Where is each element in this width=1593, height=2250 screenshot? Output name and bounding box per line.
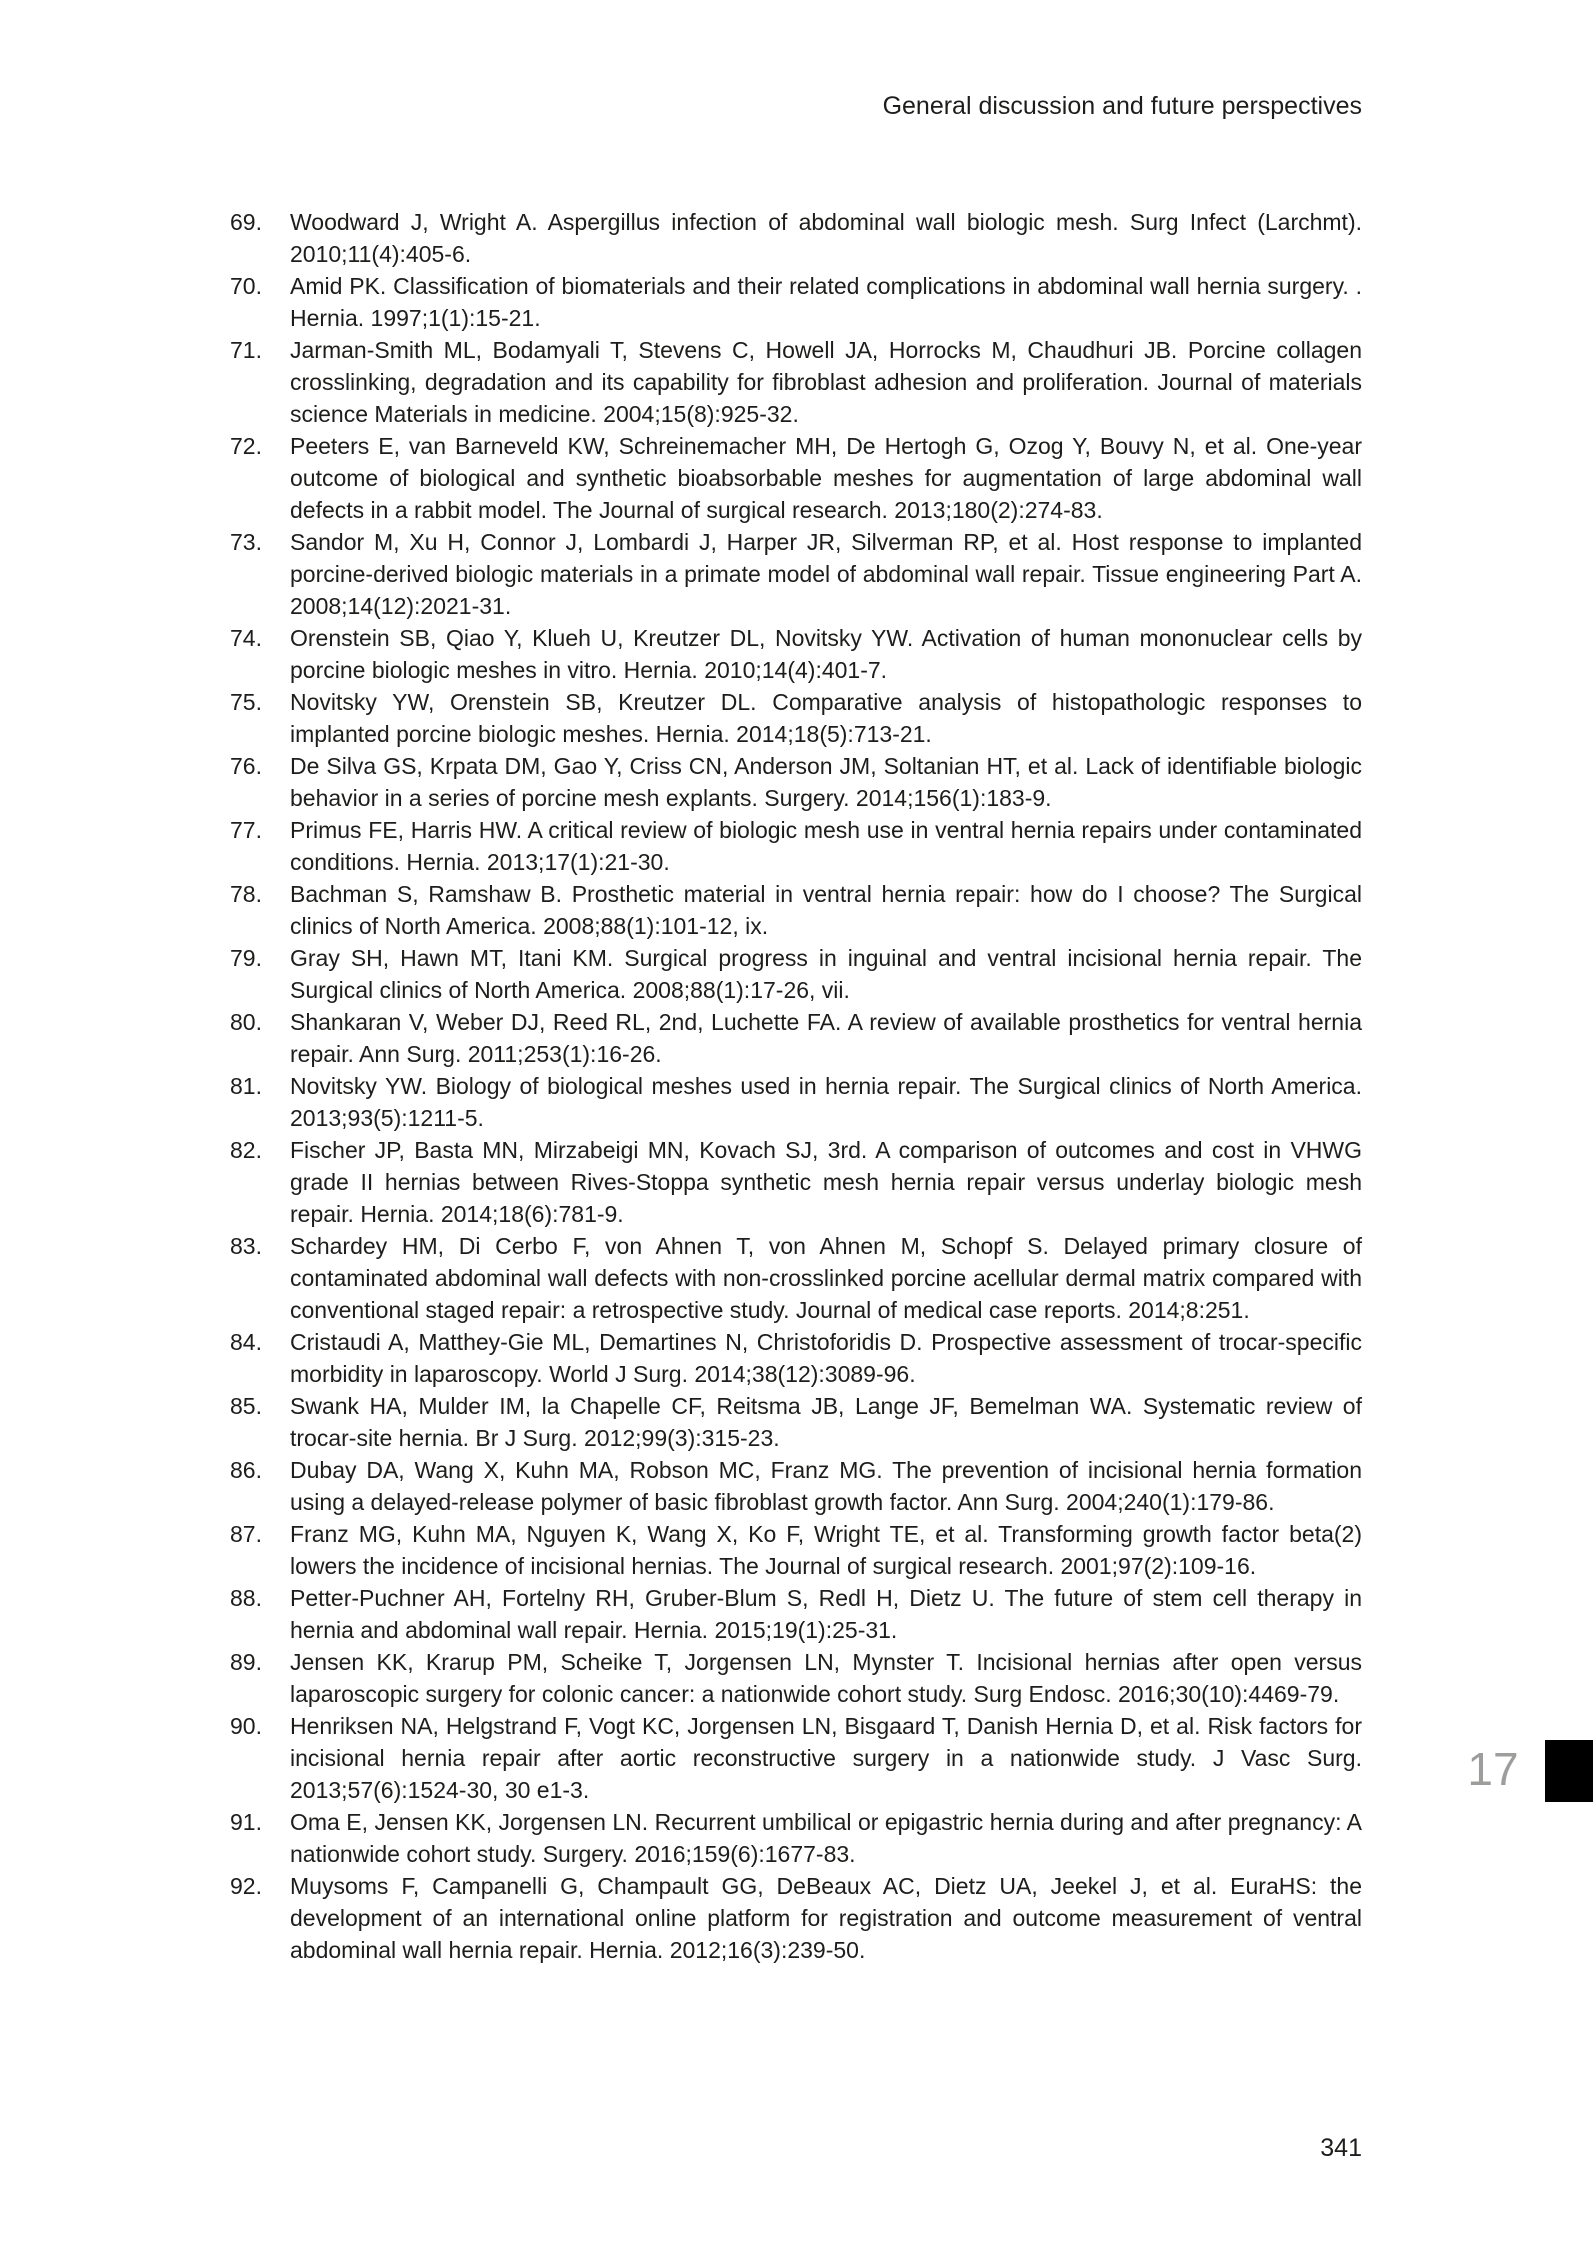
reference-text: Schardey HM, Di Cerbo F, von Ahnen T, von Ahnen M, Schopf S. Delayed primary closure of contaminated abdominal wall defects with non-crosslinked porcine acellular dermal matrix compared with conventional staged repair: a retrospective study. Journal of medical case reports. 2014;8:251.: [290, 1233, 1362, 1323]
reference-item: [230, 750, 1362, 814]
reference-item: [230, 1390, 1362, 1454]
reference-number: 89.: [230, 1649, 262, 1675]
reference-item: [230, 878, 1362, 942]
reference-text: Novitsky YW. Biology of biological meshes used in hernia repair. The Surgical clinics of North America. 2013;93(5):1211-5.: [290, 1073, 1362, 1131]
reference-number: 92.: [230, 1873, 262, 1899]
reference-item: [230, 270, 1362, 334]
reference-number: 83.: [230, 1233, 262, 1259]
reference-item: [230, 1870, 1362, 1966]
reference-number: 88.: [230, 1585, 262, 1611]
reference-text: Petter-Puchner AH, Fortelny RH, Gruber-Blum S, Redl H, Dietz U. The future of stem cell therapy in hernia and abdominal wall repair. Hernia. 2015;19(1):25-31.: [290, 1585, 1362, 1643]
reference-text: Novitsky YW, Orenstein SB, Kreutzer DL. Comparative analysis of histopathologic responses to implanted porcine biologic meshes. Hernia. 2014;18(5):713-21.: [290, 689, 1362, 747]
reference-item: [230, 1134, 1362, 1230]
page-number: 341: [1320, 2134, 1362, 2162]
reference-item: [230, 814, 1362, 878]
reference-item: [230, 206, 1362, 270]
references-list: [230, 206, 1362, 1966]
reference-item: [230, 1326, 1362, 1390]
reference-number: 85.: [230, 1393, 262, 1419]
reference-item: [230, 1518, 1362, 1582]
reference-text: Shankaran V, Weber DJ, Reed RL, 2nd, Luchette FA. A review of available prosthetics for ventral hernia repair. Ann Surg. 2011;253(1):16-26.: [290, 1009, 1362, 1067]
reference-number: 74.: [230, 625, 262, 651]
reference-text: Woodward J, Wright A. Aspergillus infection of abdominal wall biologic mesh. Surg Infect (Larchmt). 2010;11(4):405-6.: [290, 209, 1362, 267]
reference-number: 82.: [230, 1137, 262, 1163]
running-header: General discussion and future perspectives: [882, 92, 1362, 120]
reference-text: De Silva GS, Krpata DM, Gao Y, Criss CN, Anderson JM, Soltanian HT, et al. Lack of identifiable biologic behavior in a series of porcine mesh explants. Surgery. 2014;156(1):183-9.: [290, 753, 1362, 811]
reference-text: Henriksen NA, Helgstrand F, Vogt KC, Jorgensen LN, Bisgaard T, Danish Hernia D, et al. Risk factors for incisional hernia repair after aortic reconstructive surgery in a nationwide study. J Vasc Surg. 2013;57(6):1524-30, 30 e1-3.: [290, 1713, 1362, 1803]
reference-number: 79.: [230, 945, 262, 971]
reference-number: 87.: [230, 1521, 262, 1547]
reference-text: Franz MG, Kuhn MA, Nguyen K, Wang X, Ko F, Wright TE, et al. Transforming growth factor beta(2) lowers the incidence of incisional hernias. The Journal of surgical research. 2001;97(2):109-16.: [290, 1521, 1362, 1579]
reference-number: 75.: [230, 689, 262, 715]
reference-item: [230, 1006, 1362, 1070]
reference-text: Amid PK. Classification of biomaterials and their related complications in abdominal wall hernia surgery. . Hernia. 1997;1(1):15-21.: [290, 273, 1362, 331]
reference-number: 76.: [230, 753, 262, 779]
reference-item: [230, 526, 1362, 622]
reference-number: 81.: [230, 1073, 262, 1099]
chapter-tab: [1545, 1740, 1593, 1802]
reference-item: [230, 1710, 1362, 1806]
reference-item: [230, 622, 1362, 686]
reference-text: Primus FE, Harris HW. A critical review of biologic mesh use in ventral hernia repairs under contaminated conditions. Hernia. 2013;17(1):21-30.: [290, 817, 1362, 875]
reference-number: 84.: [230, 1329, 262, 1355]
reference-text: Fischer JP, Basta MN, Mirzabeigi MN, Kovach SJ, 3rd. A comparison of outcomes and cost in VHWG grade II hernias between Rives-Stoppa synthetic mesh hernia repair versus underlay biologic mesh repair. Hernia. 2014;18(6):781-9.: [290, 1137, 1362, 1227]
reference-text: Sandor M, Xu H, Connor J, Lombardi J, Harper JR, Silverman RP, et al. Host response to implanted porcine-derived biologic materials in a primate model of abdominal wall repair. Tissue engineering Part A. 2008;14(12):2021-31.: [290, 529, 1362, 619]
reference-text: Orenstein SB, Qiao Y, Klueh U, Kreutzer DL, Novitsky YW. Activation of human mononuclear cells by porcine biologic meshes in vitro. Hernia. 2010;14(4):401-7.: [290, 625, 1362, 683]
reference-text: Oma E, Jensen KK, Jorgensen LN. Recurrent umbilical or epigastric hernia during and after pregnancy: A nationwide cohort study. Surgery. 2016;159(6):1677-83.: [290, 1809, 1362, 1867]
reference-text: Cristaudi A, Matthey-Gie ML, Demartines N, Christoforidis D. Prospective assessment of trocar-specific morbidity in laparoscopy. World J Surg. 2014;38(12):3089-96.: [290, 1329, 1362, 1387]
chapter-number: 17: [1467, 1743, 1519, 1795]
reference-text: Jarman-Smith ML, Bodamyali T, Stevens C, Howell JA, Horrocks M, Chaudhuri JB. Porcine collagen crosslinking, degradation and its capability for fibroblast adhesion and proliferation. Journal of materials science Materials in medicine. 2004;15(8):925-32.: [290, 337, 1362, 427]
reference-number: 70.: [230, 273, 262, 299]
reference-number: 78.: [230, 881, 262, 907]
reference-text: Bachman S, Ramshaw B. Prosthetic material in ventral hernia repair: how do I choose? The Surgical clinics of North America. 2008;88(1):101-12, ix.: [290, 881, 1362, 939]
reference-text: Muysoms F, Campanelli G, Champault GG, DeBeaux AC, Dietz UA, Jeekel J, et al. EuraHS: the development of an international online platform for registration and outcome measurement of ventral abdominal wall hernia repair. Hernia. 2012;16(3):239-50.: [290, 1873, 1362, 1963]
reference-number: 80.: [230, 1009, 262, 1035]
reference-number: 90.: [230, 1713, 262, 1739]
reference-item: [230, 686, 1362, 750]
reference-number: 69.: [230, 209, 262, 235]
reference-number: 73.: [230, 529, 262, 555]
reference-item: [230, 1230, 1362, 1326]
reference-item: [230, 942, 1362, 1006]
reference-item: [230, 1070, 1362, 1134]
reference-text: Gray SH, Hawn MT, Itani KM. Surgical progress in inguinal and ventral incisional hernia repair. The Surgical clinics of North America. 2008;88(1):17-26, vii.: [290, 945, 1362, 1003]
reference-text: Dubay DA, Wang X, Kuhn MA, Robson MC, Franz MG. The prevention of incisional hernia formation using a delayed-release polymer of basic fibroblast growth factor. Ann Surg. 2004;240(1):179-86.: [290, 1457, 1362, 1515]
reference-number: 91.: [230, 1809, 262, 1835]
reference-item: [230, 1454, 1362, 1518]
reference-item: [230, 1646, 1362, 1710]
reference-number: 71.: [230, 337, 262, 363]
reference-item: [230, 1582, 1362, 1646]
reference-item: [230, 1806, 1362, 1870]
reference-number: 72.: [230, 433, 262, 459]
reference-text: Peeters E, van Barneveld KW, Schreinemacher MH, De Hertogh G, Ozog Y, Bouvy N, et al. One-year outcome of biological and synthetic bioabsorbable meshes for augmentation of large abdominal wall defects in a rabbit model. The Journal of surgical research. 2013;180(2):274-83.: [290, 433, 1362, 523]
reference-item: [230, 334, 1362, 430]
reference-number: 86.: [230, 1457, 262, 1483]
reference-text: Jensen KK, Krarup PM, Scheike T, Jorgensen LN, Mynster T. Incisional hernias after open versus laparoscopic surgery for colonic cancer: a nationwide cohort study. Surg Endosc. 2016;30(10):4469-79.: [290, 1649, 1362, 1707]
reference-number: 77.: [230, 817, 262, 843]
reference-text: Swank HA, Mulder IM, la Chapelle CF, Reitsma JB, Lange JF, Bemelman WA. Systematic review of trocar-site hernia. Br J Surg. 2012;99(3):315-23.: [290, 1393, 1362, 1451]
reference-item: [230, 430, 1362, 526]
